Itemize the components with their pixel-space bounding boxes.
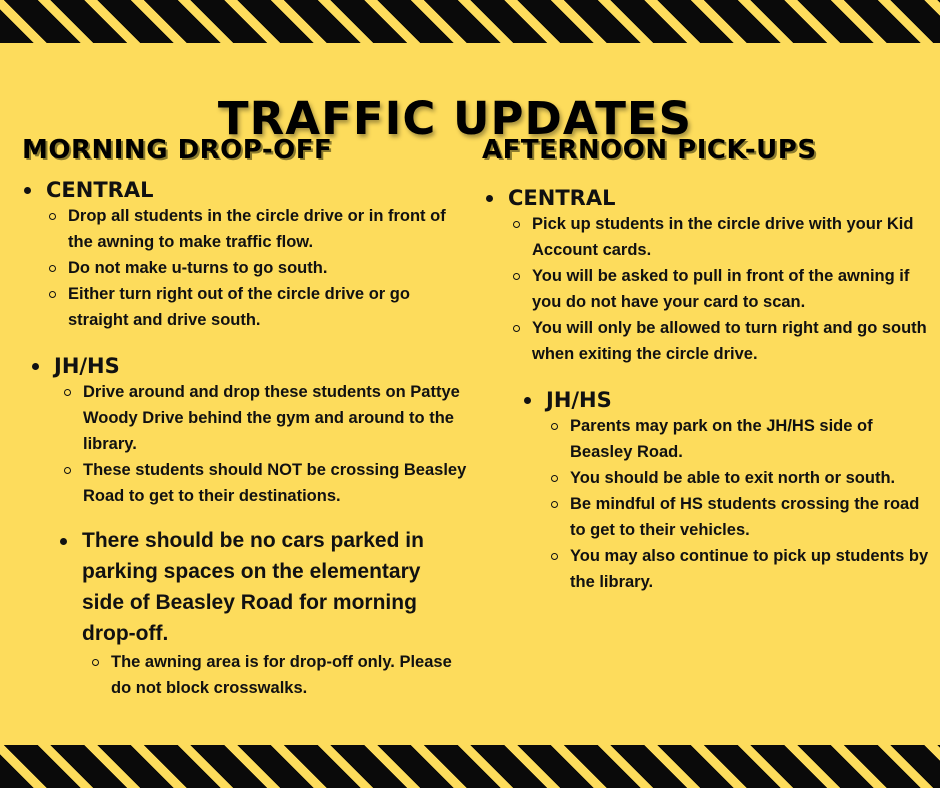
list-item: These students should NOT be crossing Beasley Road to get to their destinations.	[60, 457, 467, 509]
morning-parking-text: There should be no cars parked in parking spaces on the elementary side of Beasley Road for morning drop-off.	[82, 529, 424, 645]
afternoon-jhhs-label-text: JH/HS	[546, 388, 612, 412]
afternoon-jhhs-list	[522, 387, 932, 595]
list-item: You may also continue to pick up students by the library.	[547, 543, 932, 595]
afternoon-heading: AFTERNOON PICK-UPS	[482, 135, 817, 165]
morning-jhhs-list	[30, 353, 467, 509]
list-item: Either turn right out of the circle drive or go straight and drive south.	[45, 281, 467, 333]
list-item: Be mindful of HS students crossing the road to get to their vehicles.	[547, 491, 932, 543]
page-title: TRAFFIC UPDATES	[217, 92, 693, 146]
list-item: You will be asked to pull in front of the awning if you do not have your card to scan.	[509, 263, 932, 315]
morning-parking-list	[58, 525, 467, 701]
list-item: Pick up students in the circle drive with your Kid Account cards.	[509, 211, 932, 263]
morning-parking-items	[88, 649, 467, 701]
hazard-stripe-top	[0, 0, 940, 43]
afternoon-central-label-text: CENTRAL	[508, 186, 616, 210]
morning-heading: MORNING DROP-OFF	[22, 135, 333, 165]
list-item: You should be able to exit north or south.	[547, 465, 932, 491]
afternoon-central-items	[509, 211, 932, 367]
morning-jhhs-label	[30, 353, 467, 509]
morning-central-list	[22, 177, 467, 333]
morning-central-items	[45, 203, 467, 333]
list-item: Drop all students in the circle drive or in front of the awning to make traffic flow.	[45, 203, 467, 255]
list-item: You will only be allowed to turn right and go south when exiting the circle drive.	[509, 315, 932, 367]
morning-central-label-text: CENTRAL	[46, 178, 154, 202]
morning-column	[22, 135, 467, 701]
morning-jhhs-label-text: JH/HS	[54, 354, 120, 378]
list-item: Parents may park on the JH/HS side of Beasley Road.	[547, 413, 932, 465]
afternoon-central-list	[484, 185, 932, 367]
morning-parking-notice	[58, 525, 467, 701]
list-item: Drive around and drop these students on Pattye Woody Drive behind the gym and around to the library.	[60, 379, 467, 457]
morning-central-label	[22, 177, 467, 333]
hazard-stripe-bottom	[0, 745, 940, 788]
list-item: The awning area is for drop-off only. Please do not block crosswalks.	[88, 649, 467, 701]
afternoon-jhhs-label	[522, 387, 932, 595]
afternoon-column	[482, 135, 932, 595]
list-item: Do not make u-turns to go south.	[45, 255, 467, 281]
afternoon-jhhs-items	[547, 413, 932, 595]
morning-jhhs-items	[60, 379, 467, 509]
afternoon-central-label	[484, 185, 932, 367]
